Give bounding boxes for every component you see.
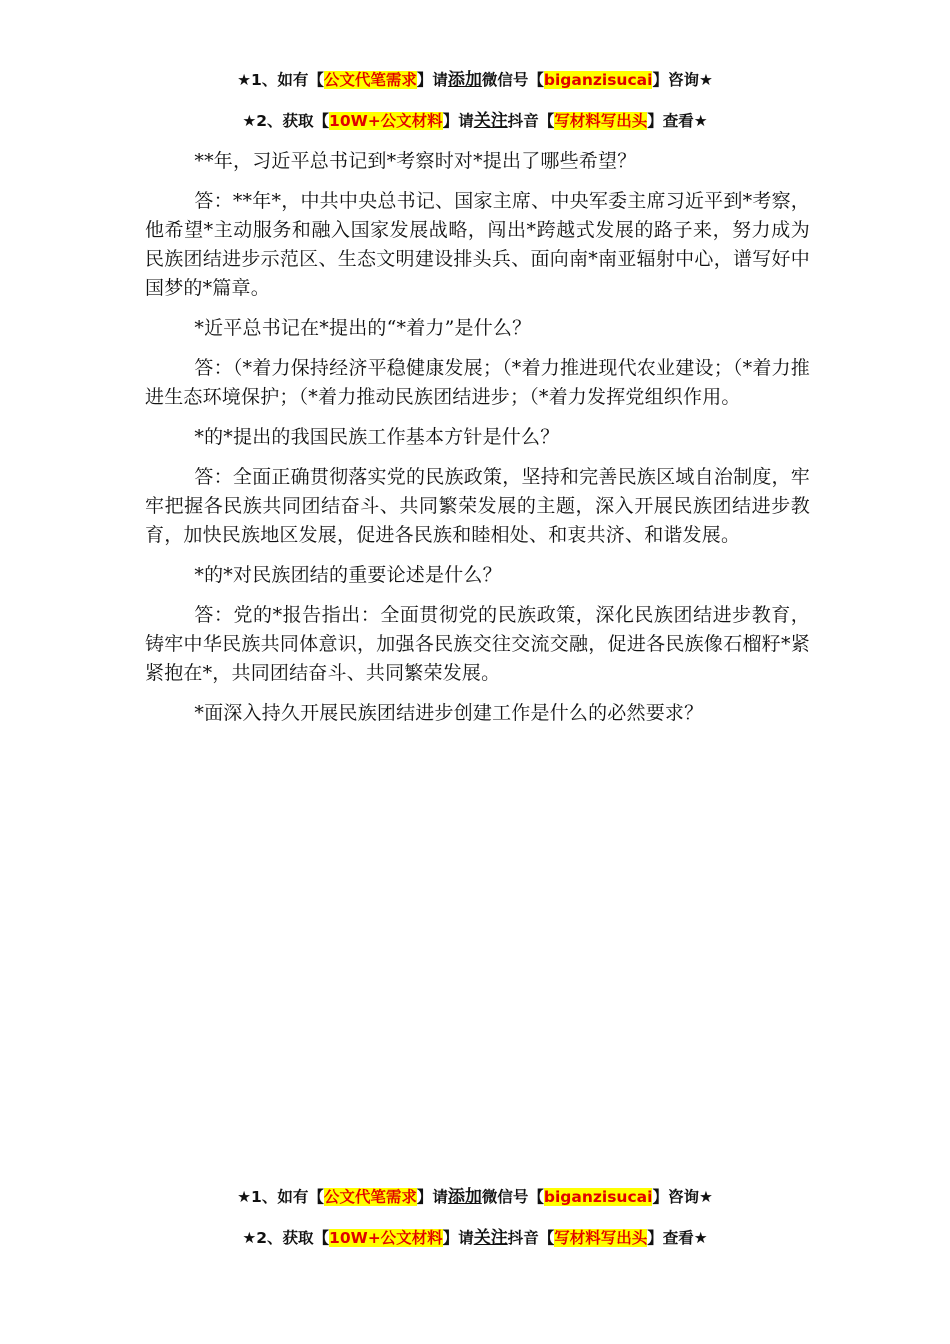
question-paragraph: *面深入持久开展民族团结进步创建工作是什么的必然要求？	[194, 702, 704, 724]
banner-highlight-wechat-id: biganzisucai	[543, 1188, 653, 1206]
banner-text: 】查看★	[647, 112, 708, 130]
banner-highlight: 10W+公文材料	[329, 112, 443, 130]
banner-highlight-douyin: 写材料写出头	[554, 1229, 648, 1247]
document-body	[145, 147, 810, 739]
question-paragraph: *的*提出的我国民族工作基本方针是什么？	[194, 426, 560, 448]
banner-highlight: 公文代笔需求	[323, 71, 417, 89]
footer-banner-line-2	[0, 1227, 950, 1249]
question-paragraph: *近平总书记在*提出的“*着力”是什么？	[194, 317, 532, 339]
banner-text: 】查看★	[647, 1229, 708, 1247]
question-paragraph: *的*对民族团结的重要论述是什么？	[194, 564, 502, 586]
question-paragraph: **年，习近平总书记到*考察时对*提出了哪些希望？	[194, 150, 637, 172]
footer-banner-line-1	[0, 1186, 950, 1208]
banner-text: 抖音【	[507, 1229, 555, 1247]
banner-text: 】请	[416, 1188, 448, 1206]
banner-text: 微信号【	[481, 71, 544, 89]
banner-text: 微信号【	[481, 1188, 544, 1206]
banner-text: ★2、获取【	[242, 112, 330, 130]
banner-highlight: 公文代笔需求	[323, 1188, 417, 1206]
answer-paragraph: 答：全面正确贯彻落实党的民族政策，坚持和完善民族区域自治制度，牢牢把握各民族共同团结奋斗、共同繁荣发展的主题，深入开展民族团结进步教育，加快民族地区发展，促进各民族和睦相处、和衷共济、和谐发展。	[145, 466, 810, 546]
banner-text: 】请	[442, 1229, 474, 1247]
banner-underline: 关注	[473, 111, 508, 131]
answer-paragraph: 答：**年*，中共中央总书记、国家主席、中央军委主席习近平到*考察，他希望*主动服务和融入国家发展战略，闯出*跨越式发展的路子来，努力成为民族团结进步示范区、生态文明建设排头兵、面向南*南亚辐射中心，谱写好中国梦的*篇章。	[145, 190, 810, 299]
banner-text: 】请	[416, 71, 448, 89]
banner-underline: 添加	[447, 70, 482, 90]
banner-text: 】咨询★	[652, 71, 713, 89]
banner-highlight: 10W+公文材料	[329, 1229, 443, 1247]
banner-text: 】咨询★	[652, 1188, 713, 1206]
header-banner-line-1	[0, 69, 950, 91]
banner-highlight-wechat-id: biganzisucai	[543, 71, 653, 89]
banner-text: ★1、如有【	[237, 1188, 324, 1206]
banner-underline: 关注	[473, 1228, 508, 1248]
banner-text: 抖音【	[507, 112, 555, 130]
banner-text: ★2、获取【	[242, 1229, 330, 1247]
answer-paragraph: 答：党的*报告指出：全面贯彻党的民族政策，深化民族团结进步教育，铸牢中华民族共同体意识，加强各民族交往交流交融，促进各民族像石榴籽*紧紧抱在*，共同团结奋斗、共同繁荣发展。	[145, 604, 810, 684]
banner-highlight-douyin: 写材料写出头	[554, 112, 648, 130]
answer-paragraph: 答：（*着力保持经济平稳健康发展；（*着力推进现代农业建设；（*着力推进生态环境保护；（*着力推动民族团结进步；（*着力发挥党组织作用。	[145, 357, 810, 408]
banner-text: ★1、如有【	[237, 71, 324, 89]
header-banner-line-2	[0, 110, 950, 132]
banner-underline: 添加	[447, 1187, 482, 1207]
banner-text: 】请	[442, 112, 474, 130]
